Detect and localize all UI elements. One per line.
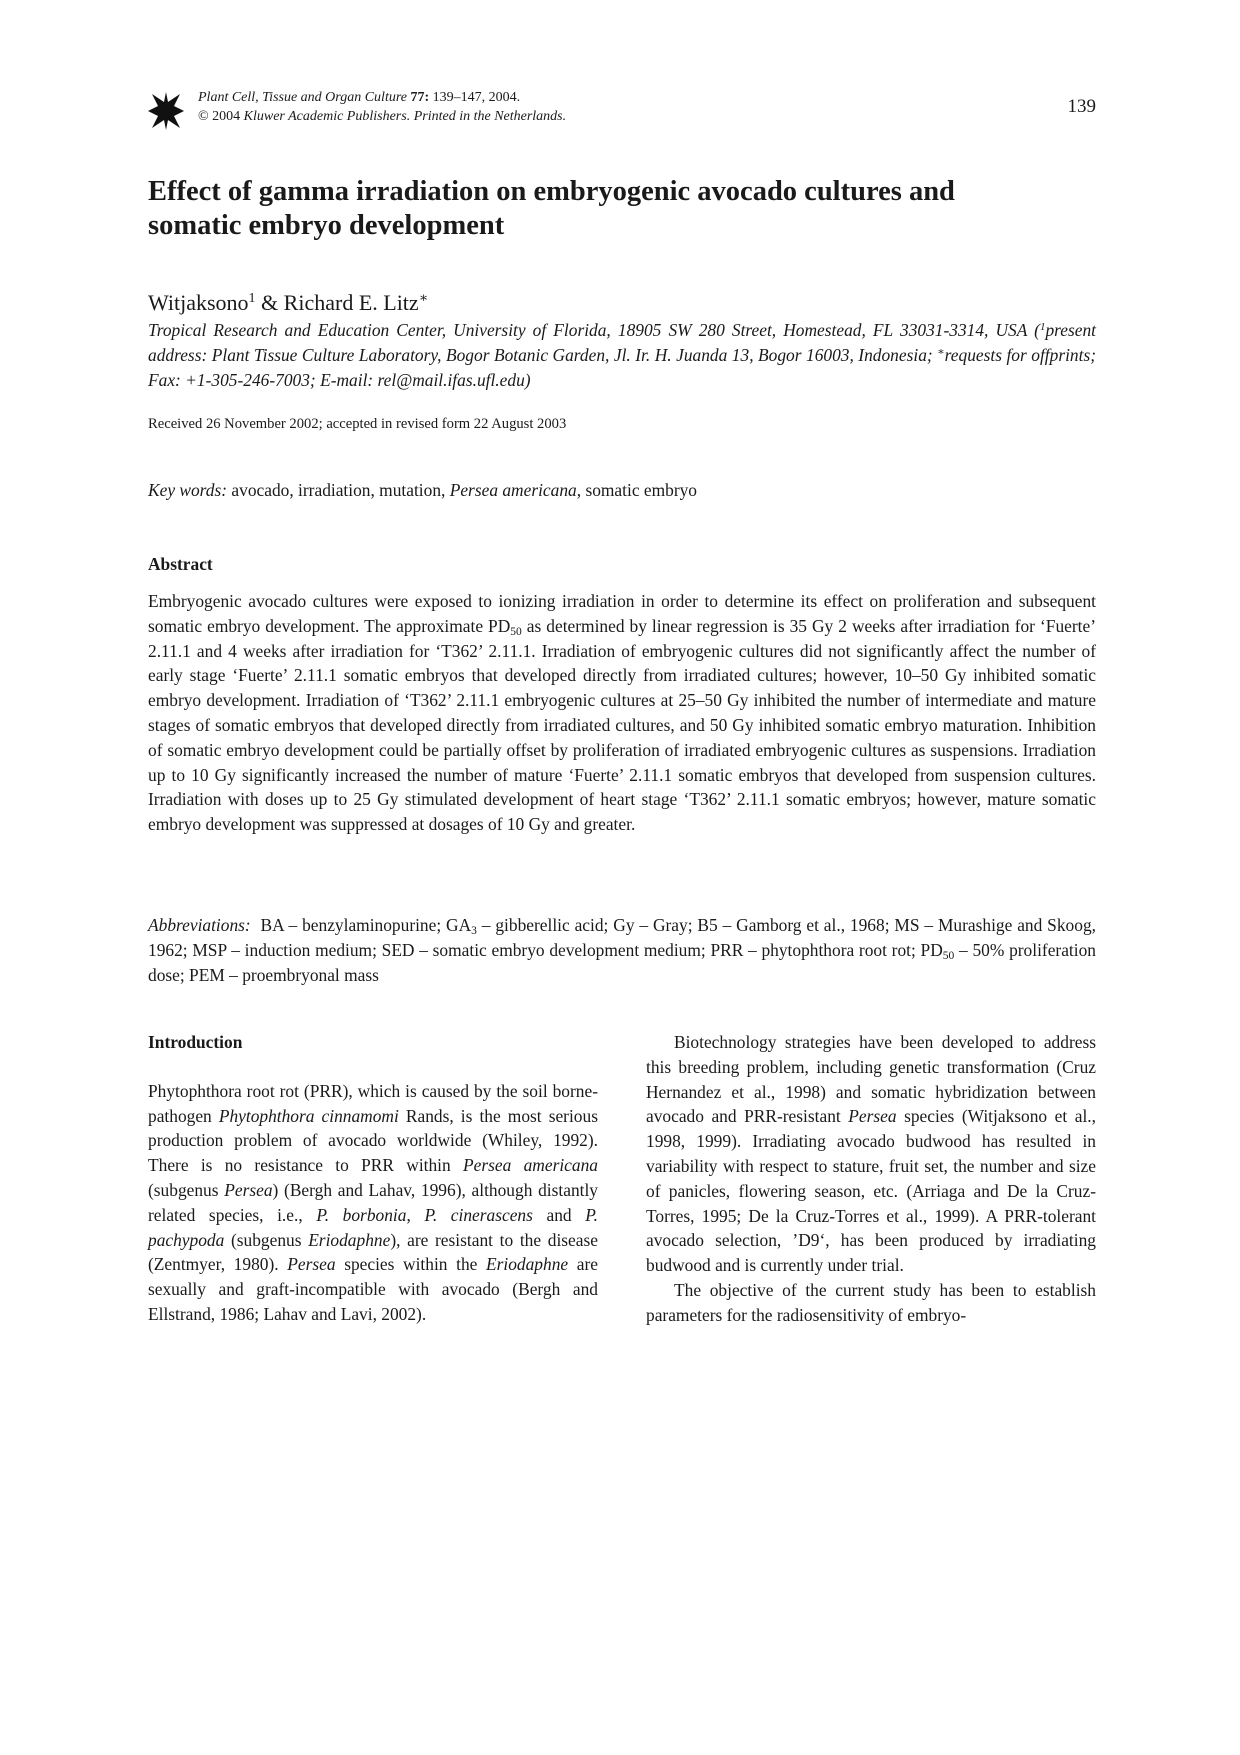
article-title [148,175,1096,243]
text-run: (subgenus [148,1179,219,1200]
affiliation-part-2: present address: Plant Tissue Culture Laboratory, Bogor Botanic Garden, Jl. Ir. H. Juanda 13, Bogor 16003, Indonesia; [148,320,1096,365]
text-run: are sexually and graft-incompatible with avocado (Bergh and Ellstrand, 1986; Lahav and Lavi, 2002). [148,1254,598,1324]
author-1-affiliation-mark: 1 [248,291,256,306]
keywords-text-2: , somatic embryo [576,480,698,500]
page-header [148,88,1096,138]
author-connector: & [261,290,279,315]
publisher-name: Kluwer Academic Publishers. [243,109,411,124]
text-run: and [546,1204,572,1225]
abbreviations-segment-1: BA – benzylaminopurine; GA [260,915,472,935]
text-run: species (Witjaksono et al., 1998, 1999). Irradiating avocado budwood has resulted in variability with respect to stature, fruit set, the number and size of panicles, flowering season, etc. (Arriaga and De la Cruz-Torres, 1995; De la Cruz-Torres et al., 1999). A PRR-tolerant avocado selection, ’D9‘, has been produced by irradiating budwood and is currently under trial. [646,1106,1096,1276]
author-1: Witjaksono [148,290,249,315]
journal-pages: 139–147, 2004. [432,90,521,105]
italic-run: Persea americana [463,1155,598,1176]
introduction-heading: Introduction [148,1032,243,1052]
abbreviations-subscript-1: 3 [471,925,477,937]
text-run: , [406,1204,411,1225]
affiliation-mark-2: ∗ [937,346,945,358]
text-run: Biotechnology strategies have been developed to address this breeding problem, including genetic transformation (Cruz Hernandez et al., 1998) and somatic hybridization between avocado and PRR-resistant [646,1032,1096,1127]
text-run: Phytophthora root rot (PRR), which is caused by the soil borne-pathogen [148,1080,598,1126]
text-run: ) (Bergh and Lahav, 1996), although distantly related species, i.e., [148,1179,599,1225]
italic-run: P. pachypoda [148,1204,598,1250]
abstract-segment-1: Embryogenic avocado cultures were exposed to ionizing irradiation in order to determine its effect on proliferation and subsequent somatic embryo development. The approximate PD [148,591,1096,636]
italic-run: P. borbonia [316,1204,407,1225]
introduction-paragraph-3: The objective of the current study has been to establish parameters for the radiosensitivity of embryo- [646,1279,1096,1325]
italic-run: P. cinerascens [424,1204,533,1225]
abstract-heading: Abstract [148,554,213,574]
keywords [148,480,697,501]
italic-run: Persea [287,1254,336,1275]
author-2: Richard E. Litz [283,290,419,315]
italic-run: Persea [848,1106,897,1127]
affiliation-mark-1: 1 [1039,321,1046,333]
right-column [646,1030,1096,1328]
italic-run: Eriodaphne [308,1229,391,1250]
affiliation-part-3: requests for offprints; Fax: +1-305-246-7003; E-mail: rel@mail.ifas.ufl.edu) [148,345,1097,390]
italic-run: Eriodaphne [486,1254,569,1275]
italic-run: Persea [224,1179,273,1200]
abbreviations-segment-2: – gibberellic acid; Gy – Gray; B5 – Gamborg et al., 1968; MS – Murashige and Skoog, 1962; MSP – induction medium; SED – somatic embryo development medium; PRR – phytophthora root rot; PD [148,915,1096,960]
keywords-italic: Persea americana [449,480,577,500]
title-line-1: Effect of gamma irradiation on embryogenic avocado cultures and [148,176,955,207]
printed-location: Printed in the Netherlands. [413,109,567,124]
text-run: species within the [344,1254,478,1275]
title-line-2: somatic embryo development [148,210,505,241]
received-dates: Received 26 November 2002; accepted in revised form 22 August 2003 [148,416,567,432]
left-column [148,1030,598,1327]
journal-citation [198,88,566,126]
abbreviations-subscript-2: 50 [942,949,955,962]
affiliation [148,318,1096,393]
text-run: (subgenus [230,1229,302,1250]
abbreviations [148,913,1096,987]
abbreviations-segment-3: – 50% proliferation dose; PEM – proembryonal mass [148,939,1096,985]
introduction-paragraph-1 [148,1079,598,1327]
publisher-logo-icon [148,90,184,132]
journal-name: Plant Cell, Tissue and Organ Culture [198,90,407,105]
text-run: Rands, is the most serious production problem of avocado worldwide (Whiley, 1992). There is no resistance to PRR within [148,1105,598,1176]
italic-run: Phytophthora cinnamomi [218,1105,399,1126]
text-run: ), are resistant to the disease (Zentmyer, 1980). [148,1229,598,1275]
author-list [148,290,428,316]
page-number: 139 [1067,96,1096,117]
author-2-affiliation-mark: ∗ [418,291,429,306]
journal-line-1 [198,88,566,107]
keywords-label: Key words: [148,480,228,500]
abbreviations-label: Abbreviations: [148,915,251,935]
journal-volume: 77: [410,90,430,105]
copyright-year: 2004 [212,109,241,124]
affiliation-part-1: Tropical Research and Education Center, University of Florida, 18905 SW 280 Street, Homestead, FL 33031-3314, USA ( [148,320,1040,340]
abstract-text [148,589,1096,837]
abstract-subscript: 50 [510,625,522,638]
introduction-paragraph-2 [646,1030,1096,1278]
abstract-segment-2: as determined by linear regression is 35 Gy 2 weeks after irradiation for ‘Fuerte’ 2.11.1 and 4 weeks after irradiation for ‘T362’ 2.11.1. Irradiation of embryogenic cultures did not significantly affect the number of early stage ‘Fuerte’ 2.11.1 somatic embryos that developed directly from irradiated cultures; however, 10–50 Gy inhibited somatic embryo development. Irradiation of ‘T362’ 2.11.1 embryogenic cultures at 25–50 Gy inhibited the number of intermediate and mature stages of somatic embryos that developed directly from irradiated cultures, and 50 Gy inhibited somatic embryo maturation. Inhibition of somatic embryo development could be partially offset by proliferation of irradiated embryogenic cultures as suspensions. Irradiation up to 10 Gy significantly increased the number of mature ‘Fuerte’ 2.11.1 somatic embryos that developed from suspension cultures. Irradiation with doses up to 25 Gy stimulated development of heart stage ‘T362’ 2.11.1 somatic embryos; however, mature somatic embryo development was suppressed at dosages of 10 Gy and greater. [148,615,1096,835]
journal-line-2 [198,107,566,126]
copyright-symbol: © [198,109,209,124]
keywords-text-1: avocado, irradiation, mutation, [231,480,446,500]
